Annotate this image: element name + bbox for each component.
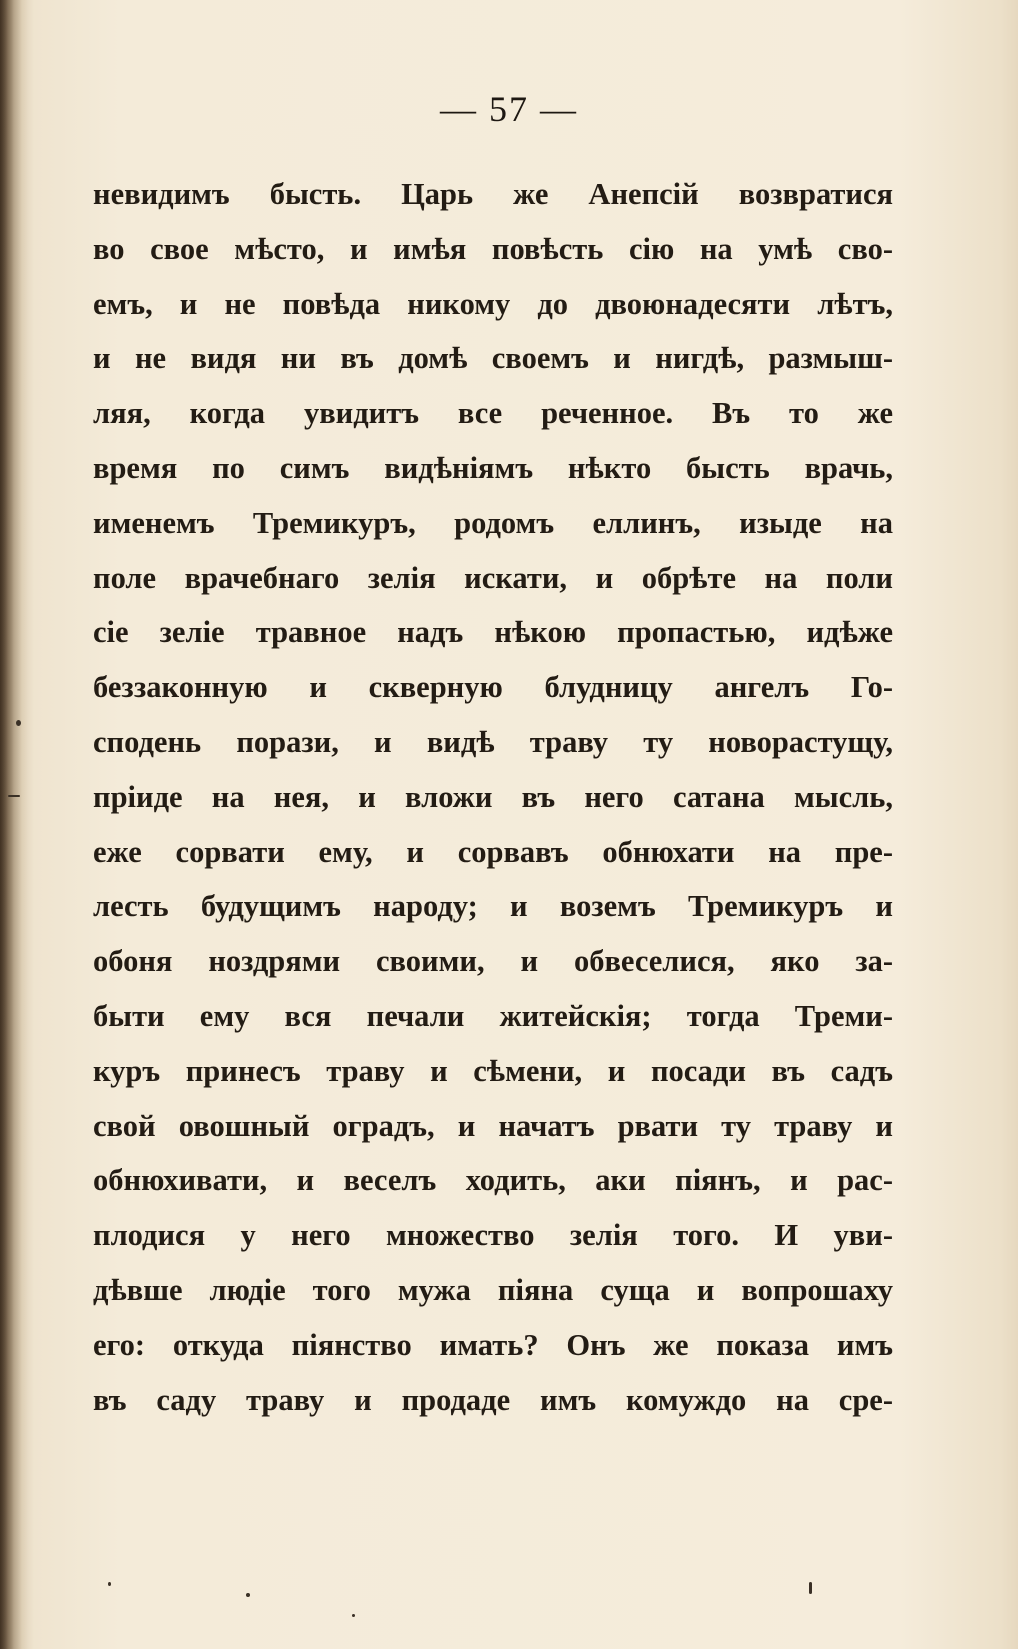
paper-speck <box>8 795 20 797</box>
text-line: невидимъ бысть. Царь же Анепсій возвратися <box>93 177 893 211</box>
text-line: еже сорвати ему, и сорвавъ обнюхати на пре- <box>93 834 893 869</box>
text-line: сподень порази, и видѣ траву ту новорастущу, <box>93 724 893 759</box>
paper-speck <box>809 1582 812 1594</box>
binding-shadow <box>0 0 28 1649</box>
text-line: плодися у него множество зелія того. И уви- <box>93 1218 893 1253</box>
text-line: емъ, и не повѣда никому до двоюнадесяти лѣтъ, <box>93 286 893 321</box>
text-line: быти ему вся печали житейскія; тогда Треми- <box>93 998 893 1033</box>
text-line: поле врачебнаго зелія искати, и обрѣте на поли <box>93 560 893 595</box>
text-line: беззаконную и скверную блудницу ангелъ Го- <box>93 670 893 705</box>
text-line: сіе зеліе травное надъ нѣкою пропастью, идѣже <box>93 615 893 650</box>
text-line: именемъ Тремикуръ, родомъ еллинъ, изыде на <box>93 505 893 540</box>
text-line: время по симъ видѣніямъ нѣкто бысть врачь, <box>93 450 893 485</box>
page-number: — 57 — <box>440 89 578 129</box>
text-line: пріиде на нея, и вложи въ него сатана мысль, <box>93 779 893 814</box>
paper-speck <box>246 1593 250 1597</box>
paper-speck <box>16 720 21 726</box>
text-line: куръ принесъ траву и сѣмени, и посади въ садъ <box>93 1053 893 1088</box>
text-line: въ саду траву и продаде имъ комуждо на сре- <box>93 1382 893 1417</box>
text-line: ляя, когда увидитъ все реченное. Въ то же <box>93 396 893 431</box>
text-line: обоня ноздрями своими, и обвеселися, яко за- <box>93 944 893 979</box>
text-line: обнюхивати, и веселъ ходить, аки піянъ, и рас- <box>93 1163 893 1198</box>
page-body-text <box>93 167 893 1427</box>
text-line: его: откуда піянство имать? Онъ же показа имъ <box>93 1327 893 1362</box>
text-line: во свое мѣсто, и имѣя повѣсть сію на умѣ сво- <box>93 231 893 266</box>
text-line: свой овошный оградъ, и начатъ рвати ту траву и <box>93 1108 893 1143</box>
text-line: лесть будущимъ народу; и воземъ Тремикуръ и <box>93 889 893 924</box>
paper-speck <box>108 1582 111 1586</box>
text-line: и не видя ни въ домѣ своемъ и нигдѣ, размыш- <box>93 341 893 376</box>
paper-speck <box>352 1614 355 1617</box>
text-line: дѣвше людіе того мужа піяна суща и вопрошаху <box>93 1272 893 1307</box>
